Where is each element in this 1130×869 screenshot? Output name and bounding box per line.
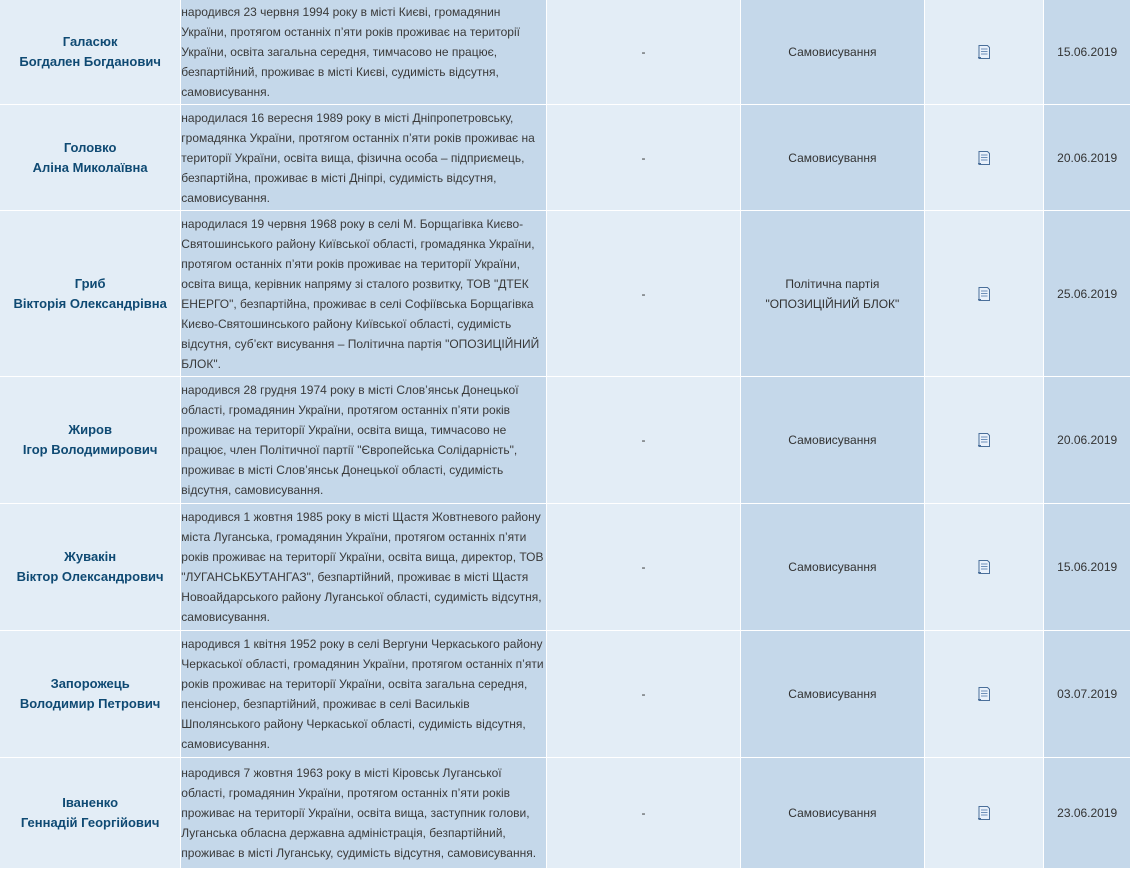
table-row <box>0 504 1130 630</box>
document-cell <box>925 0 1044 104</box>
table-row <box>0 0 1130 104</box>
document-icon[interactable] <box>976 686 992 702</box>
empty-value-cell: - <box>547 0 740 104</box>
table-row <box>0 105 1130 210</box>
candidate-name-cell <box>0 631 180 757</box>
candidate-given-names: Віктор Олександрович <box>16 569 164 584</box>
nomination-cell: Самовисування <box>741 631 923 757</box>
document-cell <box>925 377 1044 503</box>
nomination-cell: Самовисування <box>741 105 923 210</box>
candidate-bio: народився 1 жовтня 1985 року в місті Щастя Жовтневого району міста Луганська, громадянин України, протягом останніх п’яти років проживає на території України, освіта вища, директор, ТОВ "ЛУГАНСЬКБУТАНГАЗ", безпартійний, проживає в місті Щастя Новоайдарського району Луганської області, судимість відсутня, самовисування. <box>181 504 546 630</box>
date-cell: 23.06.2019 <box>1044 758 1130 868</box>
table-row <box>0 758 1130 868</box>
candidate-surname: Жувакін <box>64 549 117 564</box>
candidate-name-cell <box>0 504 180 630</box>
document-icon[interactable] <box>976 805 992 821</box>
candidate-name-cell <box>0 105 180 210</box>
document-cell <box>925 631 1044 757</box>
nomination-cell <box>741 211 923 376</box>
empty-value-cell: - <box>547 377 740 503</box>
candidate-given-names: Геннадій Георгійович <box>20 815 160 830</box>
date-cell: 15.06.2019 <box>1044 504 1130 630</box>
candidate-bio: народився 7 жовтня 1963 року в місті Кіровськ Луганської області, громадянин України, протягом останніх п’яти років проживає на території України, освіта вища, заступник голови, Луганська обласна державна адміністрація, безпартійний, проживає в місті Луганську, судимість відсутня, самовисування. <box>181 758 546 868</box>
candidate-surname: Жиров <box>68 422 112 437</box>
candidate-name-cell <box>0 758 180 868</box>
empty-value-cell: - <box>547 211 740 376</box>
empty-value-cell: - <box>547 504 740 630</box>
empty-value-cell: - <box>547 758 740 868</box>
date-cell: 03.07.2019 <box>1044 631 1130 757</box>
candidate-given-names: Володимир Петрович <box>19 696 161 711</box>
candidate-given-names: Ігор Володимирович <box>22 442 158 457</box>
date-cell: 20.06.2019 <box>1044 105 1130 210</box>
empty-value-cell: - <box>547 105 740 210</box>
candidate-surname: Іваненко <box>62 795 119 810</box>
document-icon[interactable] <box>976 286 992 302</box>
candidate-bio: народився 1 квітня 1952 року в селі Вергуни Черкаського району Черкаської області, громадянин України, протягом останніх п’яти років проживає на території України, освіта загальна середня, пенсіонер, безпартійний, проживає в селі Васильків Шполянського району Черкаської області, судимість відсутня, самовисування. <box>181 631 546 757</box>
document-icon[interactable] <box>976 559 992 575</box>
candidate-surname: Запорожець <box>50 676 130 691</box>
table-row <box>0 211 1130 376</box>
document-cell <box>925 504 1044 630</box>
candidate-surname: Гриб <box>74 275 106 291</box>
date-cell: 25.06.2019 <box>1044 211 1130 376</box>
candidate-bio: народився 28 грудня 1974 року в місті Слов’янськ Донецької області, громадянин України, протягом останніх п’яти років проживає на території України, освіта вища, тимчасово не працює, член Політичної партії "Європейська Солідарність", проживає в місті Слов’янськ Донецької області, судимість відсутня, самовисування. <box>181 377 546 503</box>
candidate-bio: народилася 19 червня 1968 року в селі М. Борщагівка Києво-Святошинського району Київської області, громадянка України, протягом останніх п’яти років проживає на території України, освіта вища, керівник напряму зі сталого розвитку, ТОВ "ДТЕК ЕНЕРГО", безпартійна, проживає в селі Софіївська Борщагівка Києво-Святошинського району Київської області, судимість відсутня, суб’єкт висування – Політична партія "ОПОЗИЦІЙНИЙ БЛОК". <box>181 211 546 376</box>
document-icon[interactable] <box>976 44 992 60</box>
nomination-cell: Самовисування <box>741 758 923 868</box>
document-cell <box>925 758 1044 868</box>
candidate-name-cell <box>0 0 180 104</box>
date-cell: 15.06.2019 <box>1044 0 1130 104</box>
candidate-given-names: Вікторія Олександрівна <box>13 295 167 311</box>
candidate-bio: народилася 16 вересня 1989 року в місті Дніпропетровську, громадянка України, протягом останніх п’яти років проживає на території України, освіта вища, фізична особа – підприємець, безпартійна, проживає в місті Дніпрі, судимість відсутня, самовисування. <box>181 105 546 210</box>
date-cell: 20.06.2019 <box>1044 377 1130 503</box>
candidate-bio: народився 23 червня 1994 року в місті Києві, громадянин України, протягом останніх п’яти років проживає на території України, освіта загальна середня, тимчасово не працює, безпартійний, проживає в місті Києві, судимість відсутня, самовисування. <box>181 0 546 104</box>
document-icon[interactable] <box>976 432 992 448</box>
candidate-surname: Головко <box>63 139 117 155</box>
candidate-name-cell <box>0 377 180 503</box>
table-row <box>0 377 1130 503</box>
nomination-cell: Самовисування <box>741 0 923 104</box>
nomination-party-name: "ОПОЗИЦІЙНИЙ БЛОК" <box>765 296 900 311</box>
document-icon[interactable] <box>976 150 992 166</box>
candidate-surname: Галасюк <box>62 34 118 49</box>
candidate-given-names: Богдален Богданович <box>19 54 161 69</box>
document-cell <box>925 105 1044 210</box>
document-cell <box>925 211 1044 376</box>
nomination-cell: Самовисування <box>741 504 923 630</box>
empty-value-cell: - <box>547 631 740 757</box>
nomination-cell: Самовисування <box>741 377 923 503</box>
candidate-name-cell <box>0 211 180 376</box>
nomination-party-label: Політична партія <box>785 276 880 291</box>
candidate-given-names: Аліна Миколаївна <box>32 159 148 175</box>
table-row <box>0 631 1130 757</box>
